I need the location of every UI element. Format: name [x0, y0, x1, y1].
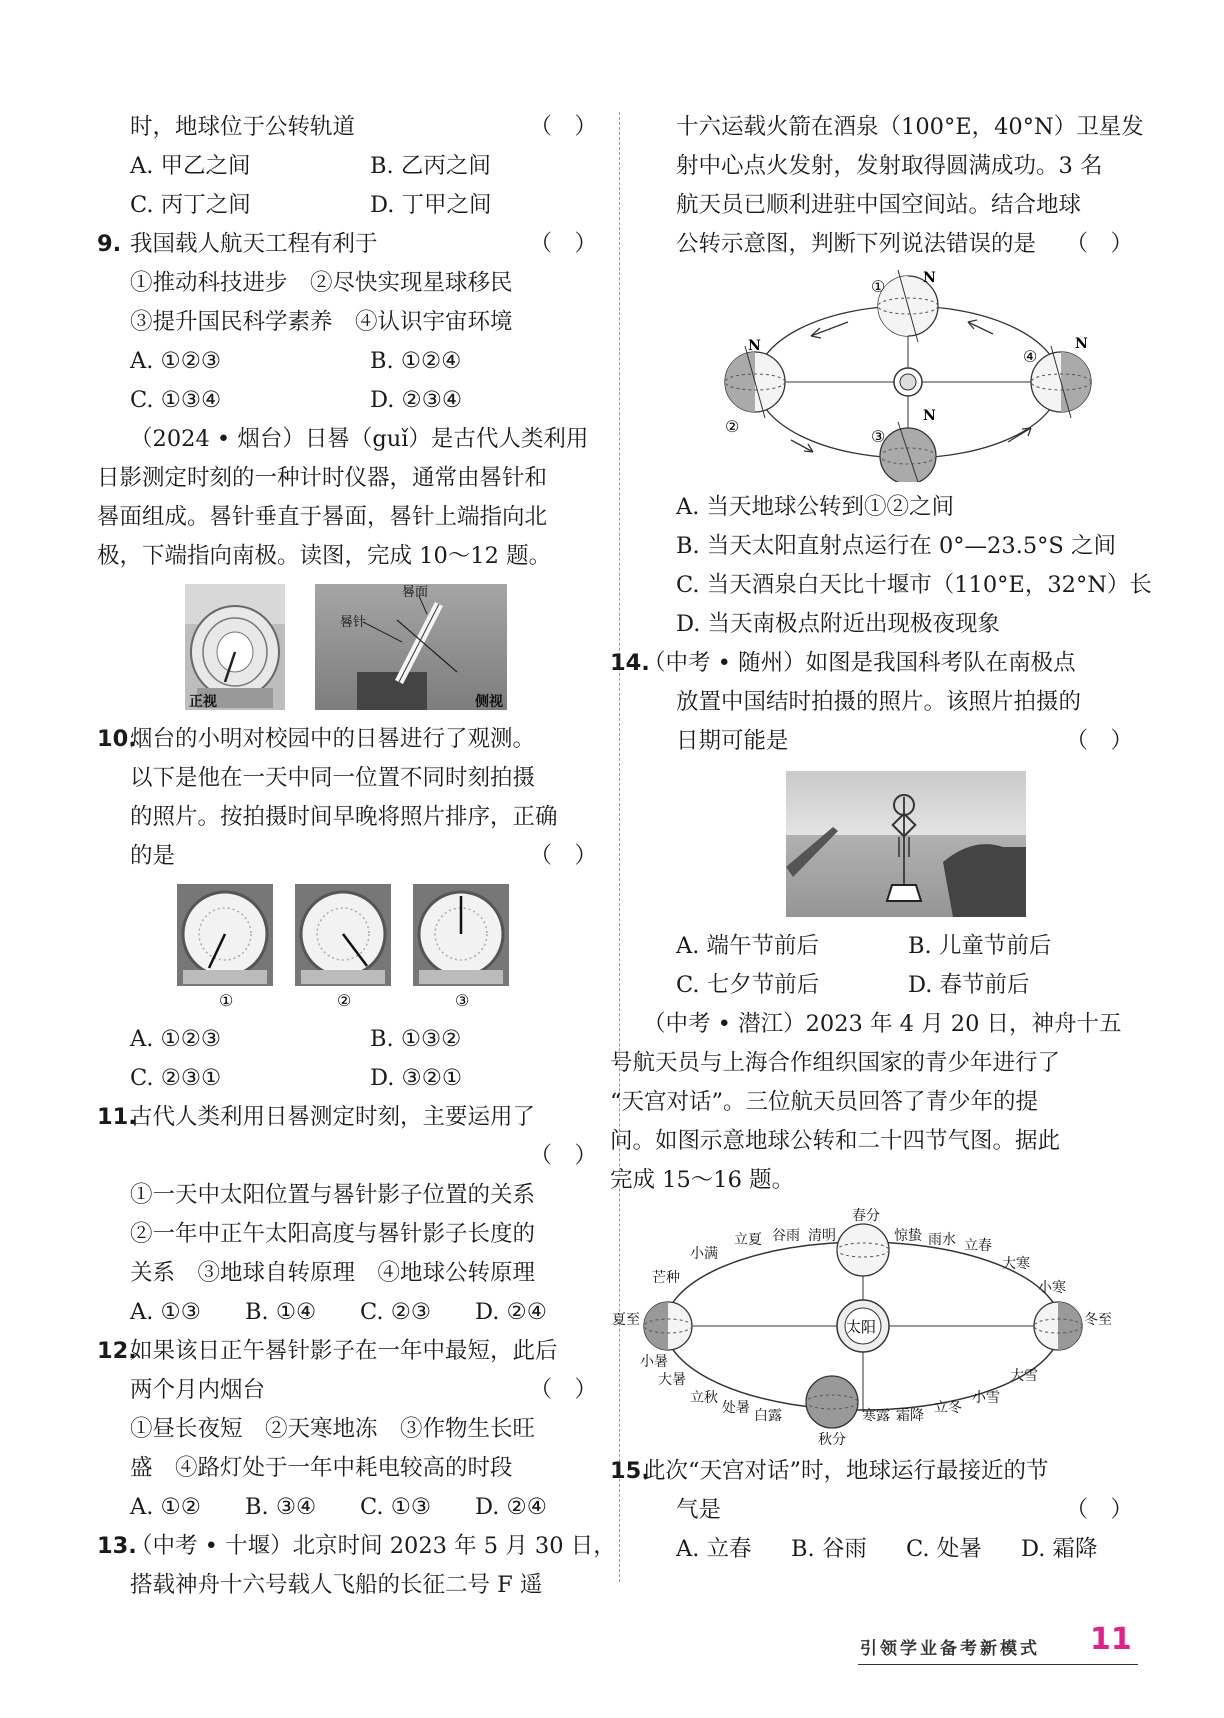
q10-stem	[97, 720, 597, 759]
q14-line: 放置中国结时拍摄的照片。该照片拍摄的	[676, 689, 1082, 715]
q13-line: 射中心点火发射，发射取得圆满成功。3 名	[676, 153, 1103, 179]
answer-paren: （ ）	[1065, 231, 1133, 257]
q10-line: 的照片。按拍摄时间早晚将照片排序，正确	[130, 804, 558, 830]
face-label: 晷面	[402, 585, 429, 600]
term-label: 清明	[808, 1228, 836, 1244]
term-label: 雨水	[928, 1232, 956, 1248]
question-text: 气是	[676, 1497, 722, 1523]
earth-xiazhi	[644, 1302, 692, 1350]
intro-line: （中考 • 潜江）2023 年 4 月 20 日，神舟十五	[643, 1011, 1122, 1037]
option: D. 霜降	[1021, 1536, 1098, 1562]
term-label: 惊蛰	[894, 1228, 922, 1244]
option: D. ②④	[475, 1299, 547, 1325]
option: B. ①③②	[370, 1026, 462, 1052]
q11-item: ①一天中太阳位置与晷针影子位置的关系	[130, 1182, 536, 1208]
option: B. ③④	[245, 1494, 317, 1520]
q8-text: 时，地球位于公转轨道	[130, 114, 356, 140]
intro-line: 完成 15～16 题。	[610, 1167, 795, 1193]
photo-2	[295, 884, 391, 986]
photo-label: ②	[337, 991, 352, 1010]
revolution-diagram	[643, 270, 1133, 482]
q12-line	[97, 1371, 597, 1410]
question-number: 10.	[97, 726, 137, 752]
q11-options	[97, 1293, 597, 1332]
option: D. 丁甲之间	[370, 192, 492, 218]
position-label: ①	[871, 277, 886, 296]
q13-line: 十六运载火箭在酒泉（100°E，40°N）卫星发	[676, 114, 1144, 140]
term-label: 白露	[754, 1408, 782, 1424]
intro-line: 极，下端指向南极。读图，完成 10～12 题。	[97, 543, 552, 569]
option: A. ①③	[130, 1299, 201, 1325]
sundial-sequence	[97, 882, 597, 1014]
option: A. ①②③	[130, 348, 222, 374]
solar-terms-diagram	[610, 1206, 1133, 1446]
option: C. ②③①	[130, 1065, 222, 1091]
option: D. ②③④	[370, 387, 463, 413]
position-label: ②	[725, 417, 740, 436]
q13-option: B. 当天太阳直射点运行在 0°—23.5°S 之间	[676, 533, 1116, 559]
q13-option: A. 当天地球公转到①②之间	[676, 494, 955, 520]
question-text: 我国载人航天工程有利于	[130, 231, 378, 257]
left-column	[97, 108, 616, 1605]
q11-stem	[97, 1098, 597, 1137]
option: A. ①②	[130, 1494, 201, 1520]
term-label: 大雪	[1010, 1368, 1038, 1384]
front-view-label: 正视	[189, 694, 217, 710]
q10-options-row2	[97, 1059, 597, 1098]
question-number: 12.	[97, 1338, 137, 1364]
earth-qiufen	[806, 1376, 858, 1428]
term-label: 小寒	[1038, 1280, 1066, 1296]
term-label: 立夏	[734, 1232, 762, 1248]
earth-dongzhi	[1034, 1302, 1082, 1350]
option: A. ①②③	[130, 1026, 222, 1052]
question-number: 15.	[610, 1458, 650, 1484]
option: D. ③②①	[370, 1065, 463, 1091]
footer-slogan: 引领学业备考新模式	[860, 1639, 1040, 1659]
position-label: ④	[1023, 347, 1038, 366]
intro-line: 问。如图示意地球公转和二十四节气图。据此	[610, 1128, 1061, 1154]
option: D. 春节前后	[908, 972, 1030, 998]
photo-label: ③	[455, 991, 470, 1010]
answer-paren: （ ）	[1065, 728, 1133, 754]
term-label: 霜降	[896, 1408, 924, 1424]
sundial-photos	[97, 582, 597, 714]
answer-paren: （ ）	[529, 231, 597, 257]
revolution-svg	[643, 270, 1133, 482]
question-text: （中考 • 十堰）北京时间 2023 年 5 月 30 日，	[130, 1533, 616, 1559]
sun-label: 太阳	[846, 1318, 877, 1336]
answer-paren: （ ）	[529, 1143, 597, 1169]
term-label: 寒露	[862, 1408, 890, 1424]
intro-line: “天宫对话”。三位航天员回答了青少年的提	[610, 1089, 1039, 1115]
q9-stem	[97, 225, 597, 264]
term-label: 立秋	[690, 1390, 718, 1406]
q8-options-row2	[97, 186, 597, 225]
q10-line	[97, 837, 597, 876]
q10-line: 以下是他在一天中同一位置不同时刻拍摄	[130, 765, 536, 791]
q13-stem	[97, 1527, 616, 1566]
intro-line: 晷面组成。晷针垂直于晷面，晷针上端指向北	[97, 504, 548, 530]
earth-position-1	[871, 270, 938, 342]
term-label: 谷雨	[772, 1228, 800, 1244]
earth-position-2	[725, 338, 785, 436]
term-label: 小满	[690, 1246, 718, 1262]
question-number: 13.	[97, 1533, 137, 1559]
sundial-sequence-figure	[97, 882, 597, 1014]
q12-stem	[97, 1332, 597, 1371]
option: A. 端午节前后	[676, 933, 820, 959]
footer-rule	[858, 1664, 1138, 1665]
option: C. 丙丁之间	[130, 192, 251, 218]
option: B. 谷雨	[791, 1536, 867, 1562]
question-text: 此次“天宫对话”时，地球运行最接近的节	[643, 1458, 1049, 1484]
solar-terms-svg	[610, 1206, 1133, 1446]
term-label: 夏至	[612, 1312, 640, 1328]
term-label: 大寒	[1002, 1256, 1030, 1272]
q13-option: D. 当天南极点附近出现极夜现象	[676, 611, 1001, 637]
q14-line	[643, 722, 1133, 761]
north-label: N	[923, 270, 936, 286]
intro-line: （2024 • 烟台）日晷（guǐ）是古代人类利用	[130, 426, 589, 452]
q14-options-row1	[643, 927, 1133, 966]
needle-label: 晷针	[340, 615, 367, 630]
intro-line: 日影测定时刻的一种计时仪器，通常由晷针和	[97, 465, 548, 491]
q14-stem	[610, 644, 1133, 683]
q11-item: ②一年中正午太阳高度与晷针影子长度的	[130, 1221, 536, 1247]
option: C. 七夕节前后	[676, 972, 820, 998]
sundial-figure	[97, 582, 597, 714]
question-text: 两个月内烟台	[130, 1377, 266, 1403]
term-label: 秋分	[818, 1432, 846, 1446]
option: A. 甲乙之间	[130, 153, 251, 179]
q12-item: ①昼长夜短 ②天寒地冻 ③作物生长旺	[130, 1416, 536, 1442]
option: B. 乙丙之间	[370, 153, 491, 179]
term-label: 春分	[852, 1208, 880, 1224]
question-text: 如果该日正午晷针影子在一年中最短，此后	[130, 1338, 558, 1364]
question-text: （中考 • 随州）如图是我国科考队在南极点	[643, 650, 1076, 676]
term-label: 小暑	[640, 1354, 668, 1370]
term-label: 小雪	[972, 1390, 1000, 1406]
question-number: 11.	[97, 1104, 137, 1130]
question-text: 烟台的小明对校园中的日晷进行了观测。	[130, 726, 536, 752]
side-view-label: 侧视	[475, 694, 503, 710]
shadow	[943, 844, 1026, 917]
answer-paren: （ ）	[529, 114, 597, 140]
q13-line: 航天员已顺利进驻中国空间站。结合地球	[676, 192, 1082, 218]
page-number: 11	[1090, 1622, 1132, 1657]
photo-3	[413, 884, 509, 986]
photo-label: ①	[219, 991, 234, 1010]
north-label: N	[1075, 336, 1088, 352]
question-text: 的是	[130, 843, 176, 869]
q10-options-row1	[97, 1020, 597, 1059]
south-pole-svg	[643, 767, 1133, 921]
south-pole-photo	[643, 767, 1133, 921]
q8-continuation	[97, 108, 597, 147]
option: C. ②③	[360, 1299, 432, 1325]
term-label: 立春	[964, 1238, 992, 1254]
q12-options	[97, 1488, 597, 1527]
option: B. ①④	[245, 1299, 317, 1325]
answer-paren: （ ）	[529, 843, 597, 869]
term-label: 处暑	[722, 1400, 750, 1416]
q15-stem	[610, 1452, 1133, 1491]
q11-item: 关系 ③地球自转原理 ④地球公转原理	[130, 1260, 536, 1286]
right-column	[610, 108, 1152, 1569]
answer-paren: （ ）	[529, 1377, 597, 1403]
q14-options-row2	[643, 966, 1133, 1005]
earth-position-3	[871, 408, 936, 482]
earth-position-4	[1023, 336, 1091, 418]
q9-items: ①推动科技进步 ②尽快实现星球移民	[130, 270, 513, 296]
q12-item: 盛 ④路灯处于一年中耗电较高的时段	[130, 1455, 513, 1481]
north-label: N	[748, 338, 761, 354]
question-text: 日期可能是	[676, 728, 789, 754]
term-label: 大暑	[658, 1372, 686, 1388]
option: C. ①③	[360, 1494, 432, 1520]
question-number: 14.	[610, 650, 650, 676]
term-label: 芒种	[652, 1270, 680, 1286]
earth-chunfen	[837, 1224, 889, 1276]
answer-paren: （ ）	[1065, 1497, 1133, 1523]
question-text: 古代人类利用日晷测定时刻，主要运用了	[130, 1104, 536, 1130]
q8-options-row1	[97, 147, 597, 186]
q9-options-row2	[97, 381, 597, 420]
term-label: 立冬	[934, 1400, 962, 1416]
q9-options-row1	[97, 342, 597, 381]
q9-items: ③提升国民科学素养 ④认识宇宙环境	[130, 309, 513, 335]
option: D. ②④	[475, 1494, 547, 1520]
option: B. 儿童节前后	[908, 933, 1052, 959]
intro-line: 号航天员与上海合作组织国家的青少年进行了	[610, 1050, 1061, 1076]
north-label: N	[923, 408, 936, 424]
q13-line	[643, 225, 1133, 264]
q15-line	[643, 1491, 1133, 1530]
question-text: 公转示意图，判断下列说法错误的是	[676, 231, 1037, 257]
q13-option: C. 当天酒泉白天比十堰市（110°E，32°N）长	[676, 572, 1152, 598]
term-label: 冬至	[1084, 1312, 1112, 1328]
intro-2	[610, 1005, 1133, 1200]
option: C. ①③④	[130, 387, 222, 413]
position-label: ③	[871, 427, 886, 446]
option: B. ①②④	[370, 348, 462, 374]
q15-options	[643, 1530, 1133, 1569]
option: C. 处暑	[906, 1536, 982, 1562]
question-number: 9.	[97, 231, 122, 257]
q13-line: 搭载神舟十六号载人飞船的长征二号 F 遥	[130, 1572, 543, 1598]
option: A. 立春	[676, 1536, 752, 1562]
q11-paren-row	[97, 1137, 597, 1176]
photo-1	[177, 884, 273, 986]
